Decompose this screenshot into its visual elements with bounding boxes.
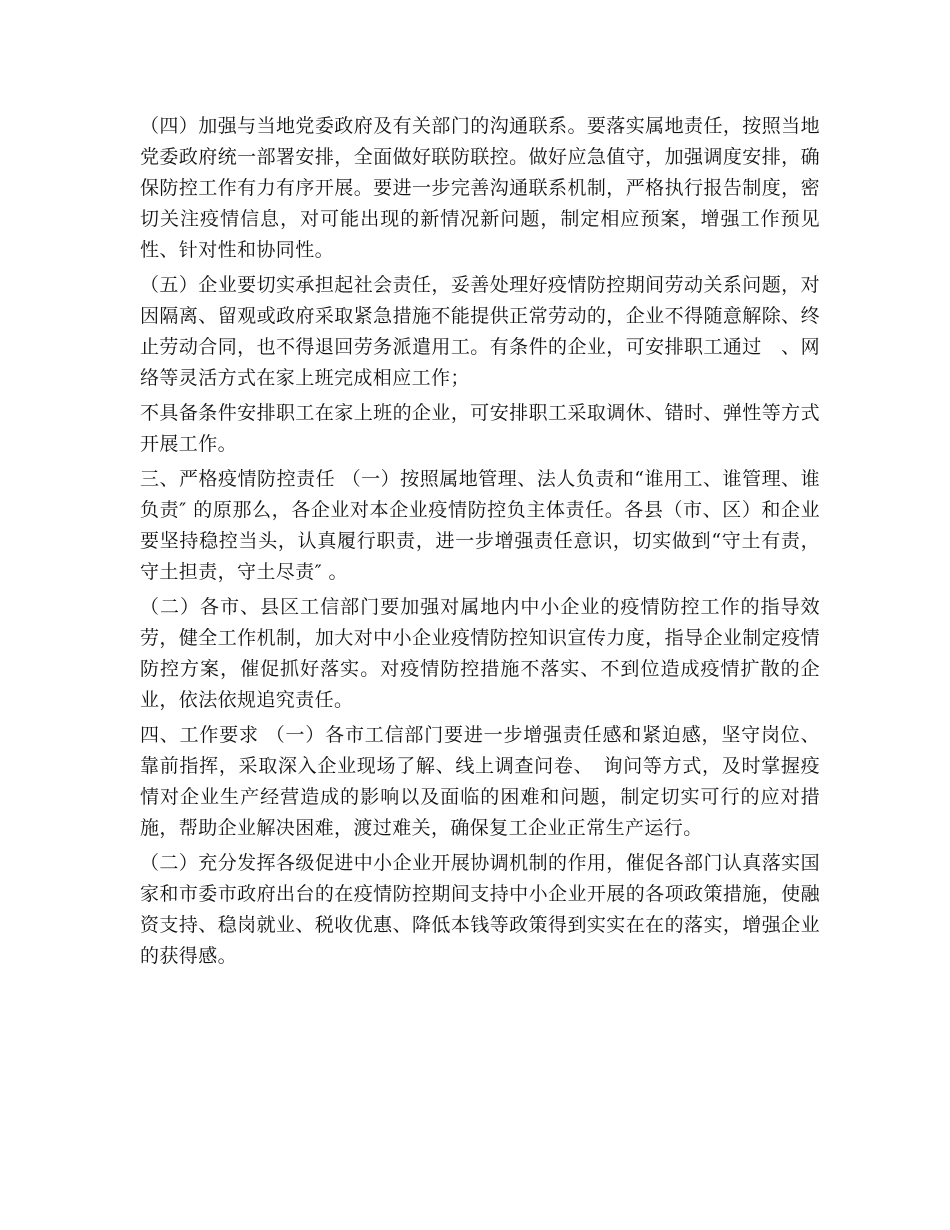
paragraph-flexible-work: 不具备条件安排职工在家上班的企业，可安排职工采取调休、错时、弹性等方式开展工作。 [140, 402, 820, 455]
paragraph-section-2-coordination: （二）充分发挥各级促进中小企业开展协调机制的作用，催促各部门认真落实国家和市委市政府出台的在疫情防控期间支持中小企业开展的各项政策措施，使融资支持、稳岗就业、税收优惠、降低本钱等政策得到实实在在的落实，增强企业的获得感。 [140, 852, 820, 967]
paragraph-section-5-social-responsibility: （五）企业要切实承担起社会责任，妥善处理好疫情防控期间劳动关系问题，对因隔离、留观或政府采取紧急措施不能提供正常劳动的，企业不得随意解除、终止劳动合同，也不得退回劳务派遣用工。有条件的企业，可安排职工通过 、网络等灵活方式在家上班完成相应工作； [140, 274, 820, 389]
paragraph-section-2-guidance: （二）各市、县区工信部门要加强对属地内中小企业的疫情防控工作的指导效劳，健全工作机制，加大对中小企业疫情防控知识宣传力度，指导企业制定疫情防控方案，催促抓好落实。对疫情防控措施不落实、不到位造成疫情扩散的企业，依法依规追究责任。 [140, 596, 820, 711]
paragraph-section-4-communication: （四）加强与当地党委政府及有关部门的沟通联系。要落实属地责任，按照当地党委政府统一部署安排，全面做好联防联控。做好应急值守，加强调度安排，确保防控工作有力有序开展。要进一步完善沟通联系机制，严格执行报告制度，密切关注疫情信息，对可能出现的新情况新问题，制定相应预案，增强工作预见性、针对性和协同性。 [140, 115, 820, 261]
document-body [140, 111, 820, 976]
paragraph-heading-3-responsibility: 三、严格疫情防控责任 （一）按照属地管理、法人负责和“谁用工、谁管理、谁负责″ 的原那么，各企业对本企业疫情防控负主体责任。各县（市、区）和企业要坚持稳控当头，认真履行职责，进一步增强责任意识，切实做到“守土有责，守土担责，守土尽责″ 。 [140, 468, 820, 583]
paragraph-heading-4-requirements: 四、工作要求 （一）各市工信部门要进一步增强责任感和紧迫感，坚守岗位、靠前指挥，采取深入企业现场了解、线上调查问卷、 询问等方式，及时掌握疫情对企业生产经营造成的影响以及面临的困难和问题，制定切实可行的应对措施，帮助企业解决困难，渡过难关，确保复工企业正常生产运行。 [140, 724, 820, 839]
